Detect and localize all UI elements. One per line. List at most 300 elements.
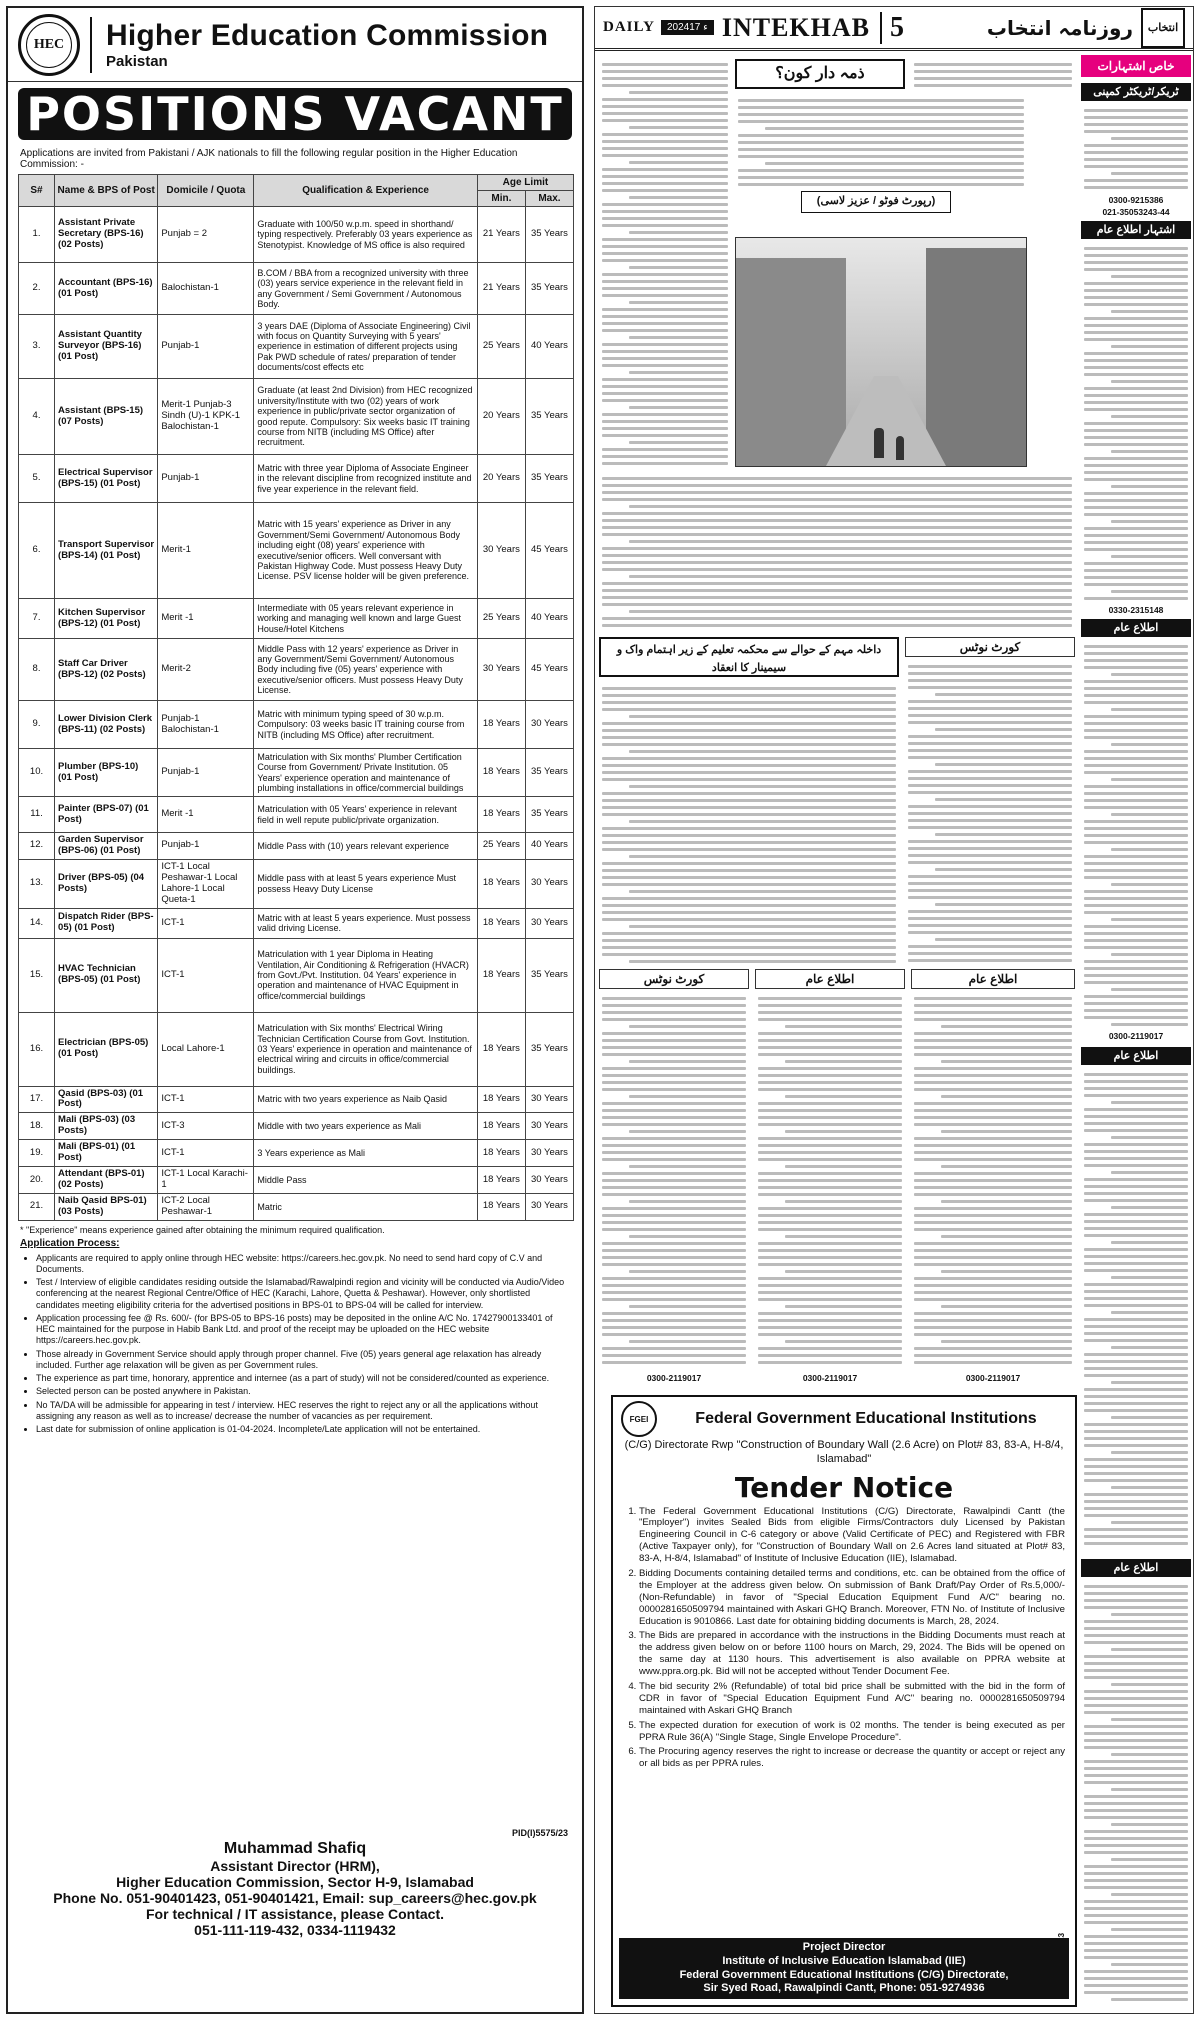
text-line [1111, 673, 1188, 676]
text-line [908, 686, 1072, 689]
urdu-text-column-2 [911, 59, 1075, 91]
text-line [758, 1298, 902, 1301]
text-line [602, 1067, 746, 1070]
text-line [935, 693, 1072, 696]
text-line [602, 203, 728, 206]
text-line [1084, 785, 1188, 788]
text-line [1084, 1409, 1188, 1412]
text-line [1084, 165, 1188, 168]
special-ads-banner: خاص اشتہارات [1081, 55, 1191, 77]
text-line [1111, 1023, 1188, 1026]
text-line [1084, 1655, 1188, 1658]
domicile-cell: Merit-2 [158, 639, 254, 701]
sno-cell: 8. [19, 639, 55, 701]
qualification-cell: Matric with minimum typing speed of 30 w.p.m. Compulsory: 03 weeks basic IT training course from NITB (including MS Office) after recruitment. [254, 701, 477, 749]
text-line [1084, 1493, 1188, 1496]
text-line [1084, 1360, 1188, 1363]
text-line [758, 1186, 902, 1189]
text-line [1084, 429, 1188, 432]
urdu-text-news-body [599, 473, 1075, 633]
text-line [914, 1333, 1072, 1336]
ishtihar-title: اشتہار اطلاع عام [1081, 221, 1191, 239]
text-line [1084, 806, 1188, 809]
text-line [629, 750, 896, 753]
text-line [1084, 862, 1188, 865]
text-line [602, 1193, 746, 1196]
text-line [602, 869, 896, 872]
text-line [908, 896, 1072, 899]
sno-cell: 12. [19, 833, 55, 860]
text-line [1084, 960, 1188, 963]
public-notice-1-title: اطلاع عام [755, 969, 905, 989]
header-age-limit: Age Limit [477, 175, 573, 191]
court-notice-2-title: کورٹ نوٹس [599, 969, 749, 989]
text-line [1111, 345, 1188, 348]
text-line [1111, 1171, 1188, 1174]
text-line [1084, 1592, 1188, 1595]
masthead-date: 2024ء 17 [661, 20, 714, 35]
text-line [914, 1249, 1072, 1252]
tender-notice [611, 1395, 1077, 2007]
text-line [1084, 1528, 1188, 1531]
text-line [1111, 520, 1188, 523]
text-line [785, 1235, 902, 1238]
post-cell: Attendant (BPS-01) (02 Posts) [55, 1167, 158, 1194]
text-line [602, 1298, 746, 1301]
text-line [914, 1284, 1072, 1287]
text-line [785, 1095, 902, 1098]
text-line [1084, 478, 1188, 481]
text-line [941, 1270, 1072, 1273]
text-line [914, 997, 1072, 1000]
text-line [1084, 869, 1188, 872]
phone-number: 021-35053243-44 [1102, 207, 1170, 217]
text-line [914, 1228, 1072, 1231]
text-line [1084, 296, 1188, 299]
post-cell: Electrician (BPS-05) (01 Post) [55, 1012, 158, 1086]
text-line [914, 84, 1072, 87]
text-line [602, 547, 1072, 550]
text-line [602, 273, 728, 276]
text-line [758, 1116, 902, 1119]
text-line [941, 1340, 1072, 1343]
text-line [602, 512, 1072, 515]
text-line [914, 1123, 1072, 1126]
text-line [1111, 1963, 1188, 1966]
text-line [1084, 597, 1188, 600]
text-line [629, 575, 1072, 578]
text-line [1084, 1844, 1188, 1847]
table-row [19, 908, 574, 938]
text-line [1111, 1753, 1188, 1756]
text-line [1111, 415, 1188, 418]
text-line [629, 715, 896, 718]
post-cell: Naib Qasid BPS-01) (03 Posts) [55, 1193, 158, 1220]
text-line [1084, 1809, 1188, 1812]
text-line [602, 1361, 746, 1364]
text-line [1084, 1325, 1188, 1328]
text-line [758, 1144, 902, 1147]
text-line [1084, 513, 1188, 516]
text-line [738, 106, 1024, 109]
header-qualification: Qualification & Experience [254, 175, 477, 207]
text-line [758, 1046, 902, 1049]
text-line [1084, 1802, 1188, 1805]
text-line [1084, 1115, 1188, 1118]
text-line [602, 427, 728, 430]
table-row [19, 749, 574, 797]
text-line [914, 1067, 1072, 1070]
text-line [602, 77, 728, 80]
max-age-cell: 35 Years [525, 455, 573, 503]
public-notice-4-title: اطلاع عام [1081, 1047, 1191, 1065]
text-line [1084, 841, 1188, 844]
text-line [602, 434, 728, 437]
text-line [765, 127, 1024, 130]
text-line [602, 287, 728, 290]
text-line [1084, 652, 1188, 655]
text-line [1084, 1108, 1188, 1111]
text-line [908, 959, 1072, 962]
text-line [908, 700, 1072, 703]
text-line [1084, 324, 1188, 327]
text-line [785, 1270, 902, 1273]
process-item: • Applicants are required to apply online through HEC website: https://careers.hec.gov.pk. No need to send hard copy of C.V and Documents. [36, 1253, 570, 1276]
text-line [1111, 137, 1188, 140]
text-line [738, 169, 1024, 172]
text-line [602, 946, 896, 949]
signatory-title: Assistant Director (HRM), [210, 1858, 380, 1874]
signatory-name: Muhammad Shafiq [223, 1840, 367, 1857]
text-line [1084, 408, 1188, 411]
text-line [758, 1207, 902, 1210]
text-line [602, 168, 728, 171]
table-row [19, 207, 574, 263]
table-row [19, 455, 574, 503]
min-age-cell: 18 Years [477, 797, 525, 833]
text-line [602, 1032, 746, 1035]
urdu-text-feature-body [599, 683, 899, 963]
text-line [758, 1214, 902, 1217]
text-line [602, 462, 728, 465]
text-line [1084, 471, 1188, 474]
min-age-cell: 18 Years [477, 701, 525, 749]
hec-logo-text: HEC [33, 36, 65, 52]
table-row [19, 379, 574, 455]
text-line [908, 714, 1072, 717]
text-line [1084, 981, 1188, 984]
text-line [1084, 1795, 1188, 1798]
tender-foot-directorate: Federal Government Educational Institutions (C/G) Directorate, [679, 1968, 1009, 1981]
text-line [602, 1046, 746, 1049]
domicile-cell: ICT-1 [158, 1086, 254, 1113]
text-line [1084, 366, 1188, 369]
text-line [758, 1354, 902, 1357]
text-line [1111, 1858, 1188, 1861]
header-divider [90, 17, 92, 73]
pid-number: PID(I)5575/23 [511, 1828, 568, 1838]
text-line [1084, 1122, 1188, 1125]
text-line [1084, 387, 1188, 390]
text-line [908, 882, 1072, 885]
text-line [758, 1361, 902, 1364]
photo-building-left [736, 258, 846, 467]
text-line [1084, 130, 1188, 133]
max-age-cell: 30 Years [525, 1193, 573, 1220]
text-line [602, 883, 896, 886]
text-line [602, 997, 746, 1000]
text-line [935, 833, 1072, 836]
max-age-cell: 35 Years [525, 1012, 573, 1086]
text-line [1084, 1087, 1188, 1090]
qualification-cell: Middle Pass with 12 years' experience as Driver in any Government/Semi Government/ Autonomous Body including five (05) years' experience with executive/senior officers. Must possess Heavy Duty License. [254, 639, 477, 701]
process-item: • Those already in Government Service should apply through proper channel. Five (05) years general age relaxation has already included. Further age relaxation will be given as per Government rules. [36, 1349, 570, 1372]
tender-item: 5. The expected duration for execution of work is 02 months. The tender is being executed as per PPRA Rule 36(A) "Single Stage, Single Envelope Procedure". [639, 1720, 1065, 1744]
text-line [629, 820, 896, 823]
sno-cell: 3. [19, 315, 55, 379]
text-line [1084, 1921, 1188, 1924]
text-line [1084, 897, 1188, 900]
text-line [1111, 1346, 1188, 1349]
text-line [1111, 275, 1188, 278]
min-age-cell: 18 Years [477, 1167, 525, 1194]
text-line [602, 455, 728, 458]
text-line [602, 1207, 746, 1210]
text-line [602, 876, 896, 879]
text-line [914, 1354, 1072, 1357]
sno-cell: 13. [19, 859, 55, 908]
text-line [1084, 1942, 1188, 1945]
text-line [1084, 1185, 1188, 1188]
urdu-text-article-intro [735, 95, 1027, 189]
text-line [602, 350, 728, 353]
text-line [1084, 254, 1188, 257]
text-line [602, 1102, 746, 1105]
table-row [19, 315, 574, 379]
text-line [914, 1172, 1072, 1175]
text-line [758, 1256, 902, 1259]
text-line [1084, 144, 1188, 147]
text-line [758, 1011, 902, 1014]
qualification-cell: Middle pass with at least 5 years experience Must possess Heavy Duty License [254, 859, 477, 908]
max-age-cell: 30 Years [525, 701, 573, 749]
text-line [1084, 1339, 1188, 1342]
text-line [908, 784, 1072, 787]
text-line [1111, 310, 1188, 313]
text-line [602, 1326, 746, 1329]
qualification-cell: Middle Pass with (10) years relevant experience [254, 833, 477, 860]
text-line [629, 1165, 746, 1168]
text-line [602, 252, 728, 255]
text-line [1084, 1949, 1188, 1952]
text-line [1084, 1507, 1188, 1510]
text-line [1084, 855, 1188, 858]
text-line [1084, 1304, 1188, 1307]
phone-number: 0300-2119017 [1108, 1031, 1164, 1041]
qualification-cell: Matric with two years experience as Naib Qasid [254, 1086, 477, 1113]
text-line [1084, 1283, 1188, 1286]
text-line [1084, 1711, 1188, 1714]
table-row [19, 701, 574, 749]
tender-footer [619, 1938, 1069, 1999]
text-line [1084, 1080, 1188, 1083]
text-line [914, 1319, 1072, 1322]
text-line [602, 147, 728, 150]
text-line [602, 1214, 746, 1217]
text-line [1111, 1613, 1188, 1616]
text-line [914, 1137, 1072, 1140]
domicile-cell: Punjab-1 [158, 315, 254, 379]
table-row [19, 797, 574, 833]
it-assist-text: For technical / IT assistance, please Contact. [146, 1906, 444, 1922]
domicile-cell: Merit-1 [158, 503, 254, 599]
min-age-cell: 21 Years [477, 207, 525, 263]
text-line [1084, 946, 1188, 949]
text-line [914, 1158, 1072, 1161]
text-line [914, 1207, 1072, 1210]
domicile-cell: Balochistan-1 [158, 263, 254, 315]
phone-number: 0300-2119017 [646, 1373, 702, 1383]
text-line [602, 806, 896, 809]
text-line [941, 1165, 1072, 1168]
text-line [602, 448, 728, 451]
text-line [1084, 506, 1188, 509]
hec-header [8, 8, 582, 82]
text-line [914, 1186, 1072, 1189]
min-age-cell: 18 Years [477, 749, 525, 797]
notes-section [8, 1221, 582, 1442]
text-line [602, 315, 728, 318]
text-line [1084, 1739, 1188, 1742]
text-line [1084, 1444, 1188, 1447]
qualification-cell: 3 Years experience as Mali [254, 1140, 477, 1167]
table-row [19, 263, 574, 315]
text-line [1111, 555, 1188, 558]
text-line [602, 119, 728, 122]
text-line [1084, 967, 1188, 970]
text-line [908, 735, 1072, 738]
text-line [1111, 1928, 1188, 1931]
text-line [908, 749, 1072, 752]
text-line [602, 210, 728, 213]
sno-cell: 20. [19, 1167, 55, 1194]
text-line [1084, 911, 1188, 914]
tender-subtitle: (C/G) Directorate Rwp "Construction of Boundary Wall (2.6 Acre) on Plot# 83, 83-A, H-8/4, Islamabad" [624, 1439, 1064, 1465]
text-line [1084, 1935, 1188, 1938]
text-line [1111, 1206, 1188, 1209]
phone-number: 0300-2119017 [802, 1373, 858, 1383]
text-line [1084, 1353, 1188, 1356]
max-age-cell: 45 Years [525, 503, 573, 599]
text-line [758, 1221, 902, 1224]
text-line [1111, 1998, 1188, 2001]
qualification-cell: Graduate (at least 2nd Division) from HEC recognized university/Institute with two (02) years of work experience in public/private sector organization of good repute. Compulsory: Six weeks basic IT training course from NITB (including MS Office) after recruitment. [254, 379, 477, 455]
max-age-cell: 35 Years [525, 797, 573, 833]
text-line [1084, 1318, 1188, 1321]
text-line [602, 217, 728, 220]
table-row [19, 859, 574, 908]
qualification-cell: Matric with three year Diploma of Associate Engineer in the relevant discipline from recognized institute and five year experience in the relevant field. [254, 455, 477, 503]
fgei-logo [621, 1401, 657, 1437]
text-line [602, 484, 1072, 487]
header-post: Name & BPS of Post [55, 175, 158, 207]
text-line [1084, 715, 1188, 718]
tracker-ad-title: ٹریکر/ٹریکٹر کمپنی [1081, 83, 1191, 101]
text-line [602, 1277, 746, 1280]
header-max: Max. [525, 191, 573, 207]
text-line [602, 862, 896, 865]
text-line [1084, 1606, 1188, 1609]
text-line [1084, 247, 1188, 250]
qualification-cell: Matriculation with Six months' Plumber Certification Course from Government/ Private Institution. 05 Years' experience operation and maintenance of plumbing installations in office/commercial buildings [254, 749, 477, 797]
text-line [1084, 1402, 1188, 1405]
text-line [602, 1158, 746, 1161]
max-age-cell: 30 Years [525, 859, 573, 908]
text-line [1084, 1157, 1188, 1160]
urdu-text-public-notice-5 [1081, 1581, 1191, 2007]
text-line [602, 224, 728, 227]
qualification-cell: B.COM / BBA from a recognized university with three (03) years service experience in the relevant field in any Government / Semi Government / Autonomous Body. [254, 263, 477, 315]
photo-building-right [926, 248, 1026, 467]
text-line [602, 904, 896, 907]
text-line [602, 182, 728, 185]
text-line [758, 1067, 902, 1070]
text-line [1111, 1416, 1188, 1419]
text-line [914, 1298, 1072, 1301]
text-line [1111, 450, 1188, 453]
text-line [758, 1347, 902, 1350]
text-line [602, 743, 896, 746]
signature-block [8, 1840, 582, 1938]
text-line [914, 1081, 1072, 1084]
urdu-text-public-notice-1 [755, 993, 905, 1369]
text-line [1111, 380, 1188, 383]
domicile-cell: ICT-1 [158, 908, 254, 938]
min-age-cell: 18 Years [477, 938, 525, 1012]
text-line [908, 819, 1072, 822]
sno-cell: 16. [19, 1012, 55, 1086]
text-line [1084, 645, 1188, 648]
text-line [1084, 925, 1188, 928]
text-line [908, 805, 1072, 808]
text-line [602, 378, 728, 381]
text-line [1084, 722, 1188, 725]
text-line [1084, 799, 1188, 802]
text-line [785, 1060, 902, 1063]
text-line [1084, 659, 1188, 662]
text-line [1111, 988, 1188, 991]
urdu-text-ishtihar [1081, 243, 1191, 603]
text-line [1084, 151, 1188, 154]
text-line [758, 1137, 902, 1140]
text-line [758, 1018, 902, 1021]
qualification-cell: Middle with two years experience as Mali [254, 1113, 477, 1140]
text-line [758, 1074, 902, 1077]
text-line [602, 897, 896, 900]
text-line [1084, 436, 1188, 439]
text-line [1084, 1704, 1188, 1707]
text-line [1084, 562, 1188, 565]
text-line [629, 266, 728, 269]
domicile-cell: Local Lahore-1 [158, 1012, 254, 1086]
text-line [602, 1256, 746, 1259]
text-line [1084, 750, 1188, 753]
text-line [914, 1088, 1072, 1091]
min-age-cell: 18 Years [477, 1113, 525, 1140]
text-line [738, 113, 1024, 116]
domicile-cell: ICT-1 [158, 1140, 254, 1167]
text-line [602, 813, 896, 816]
